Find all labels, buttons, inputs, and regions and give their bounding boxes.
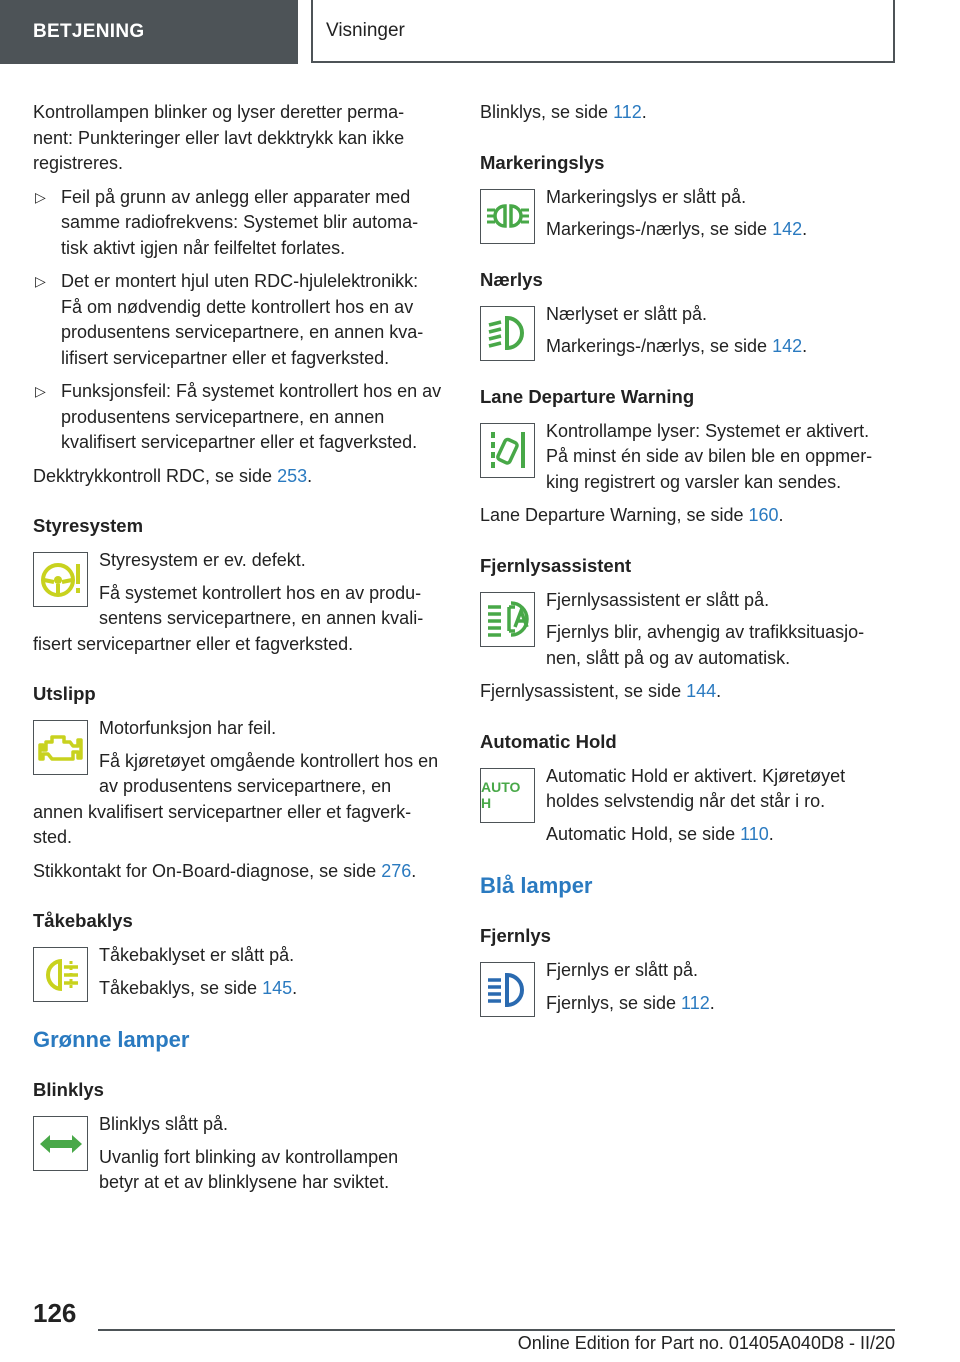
green-lamps-heading: Grønne lamper	[33, 1027, 190, 1052]
section-heading-parking: Markeringslys	[480, 151, 605, 173]
entry-highbeam: Fjernlys er slått på. Fjernlys, se side 112.	[480, 958, 895, 1016]
entry-steering: Styresystem er ev. defekt. Få systemet kontrollert hos en av produ-sentens servicepartnere, en annen kvali-fisert servicepartner eller et fagverksted.	[33, 550, 424, 654]
page-link[interactable]: 145	[262, 977, 293, 998]
triangle-bullet-icon: ▷	[35, 383, 46, 399]
parking-light-icon	[480, 189, 535, 244]
page-link[interactable]: 112	[681, 992, 710, 1013]
entry-parking: Markeringslys er slått på. Markerings-/nærlys, se side 142.	[480, 185, 895, 243]
engine-icon	[33, 720, 88, 775]
blue-lamps-heading: Blå lamper	[480, 873, 593, 898]
page-link[interactable]: 110	[740, 823, 769, 844]
page-link[interactable]: 276	[381, 860, 412, 881]
turn-reference: Blinklys, se side 112.	[480, 102, 647, 122]
high-beam-assistant-icon	[480, 592, 535, 647]
page-number: 126	[33, 1298, 77, 1328]
ldw-reference: Lane Departure Warning, se side 160.	[480, 505, 784, 525]
steering-warning-icon	[33, 552, 88, 607]
triangle-bullet-icon: ▷	[35, 273, 46, 289]
entry-ldw: Kontrollampe lyser: Systemet er aktivert. På minst én side av bilen ble en oppmer-king registrert og varsler kan sendes.	[480, 419, 895, 496]
section-heading-steering: Styresystem	[33, 515, 144, 536]
rdc-reference: Dekktrykkontroll RDC, se side 253.	[33, 465, 313, 486]
section-heading-fog: Tåkebaklys	[33, 910, 133, 931]
section-heading-emission: Utslipp	[33, 683, 96, 704]
turn-signal-icon	[33, 1116, 88, 1171]
page-link[interactable]: 144	[686, 681, 717, 701]
section-heading-ldw: Lane Departure Warning	[480, 385, 695, 407]
entry-turn: Blinklys slått på. Uvanlig fort blinking av kontrollampen betyr at et av blinklysene har sviktet.	[33, 1112, 443, 1196]
section-heading-highbeam: Fjernlys	[480, 925, 551, 946]
entry-autohold: AUTO H Automatic Hold er aktivert. Kjøretøyet holdes selvstendig når det står i ro. Automatic Hold, se side 110.	[481, 765, 846, 844]
section-heading-autohold: Automatic Hold	[480, 730, 617, 752]
bullet-item: ▷ Funksjonsfeil: Få systemet kontrollert hos en av produsentens servicepartnere, en annen kvalifisert servicepartner eller et fagverksted.	[35, 381, 442, 452]
right-column	[480, 100, 895, 1024]
section-heading-lowbeam: Nærlys	[480, 268, 543, 290]
left-column	[33, 100, 443, 1204]
intro-paragraph: Kontrollampen blinker og lyser deretter perma-nent: Punkteringer eller lavt dekktrykk kan ikke registreres.	[33, 102, 405, 173]
entry-lowbeam: Nærlyset er slått på. Markerings-/nærlys, se side 142.	[480, 302, 895, 360]
auto-hold-icon: AUTO H	[480, 768, 535, 823]
entry-fog: Tåkebaklyset er slått på. Tåkebaklys, se side 145.	[33, 943, 443, 1001]
chapter-label: BETJENING	[33, 21, 145, 42]
chapter-tab	[0, 0, 298, 64]
page-link[interactable]: 253	[277, 465, 308, 486]
hba-reference: Fjernlysassistent, se side 144.	[480, 681, 722, 701]
bullet-item: ▷ Feil på grunn av anlegg eller apparater med samme radiofrekvens: Systemet blir automa-tisk aktivt igjen når feilfeltet forlates.	[35, 186, 419, 258]
lane-departure-icon	[480, 423, 535, 478]
entry-emission: Motorfunksjon har feil. Få kjøretøyet omgående kontrollert hos en av produsentens servicepartnere, en annen kvalifisert servicepartner eller et fagverk-sted.	[33, 718, 439, 847]
section-tab	[311, 0, 895, 63]
page-link[interactable]: 160	[748, 505, 779, 525]
page-link[interactable]: 112	[613, 102, 642, 122]
high-beam-icon	[480, 962, 535, 1017]
page-link[interactable]: 142	[772, 219, 803, 239]
page-link[interactable]: 142	[772, 336, 803, 356]
section-label: Visninger	[326, 19, 405, 41]
triangle-bullet-icon: ▷	[35, 188, 46, 205]
footer-divider	[98, 1329, 895, 1331]
entry-hba: Fjernlysassistent er slått på. Fjernlys blir, avhengig av trafikksituasjo-nen, slått på og av automatisk.	[480, 588, 895, 672]
low-beam-icon	[480, 306, 535, 361]
bullet-item: ▷ Det er montert hjul uten RDC-hjulelektronikk: Få om nødvendig dette kontrollert hos en av produsentens servicepartnere, en annen kva-lifisert servicepartner eller et fagverksted.	[35, 271, 424, 368]
rear-fog-light-icon	[33, 947, 88, 1002]
section-heading-turn: Blinklys	[33, 1079, 104, 1100]
obd-reference: Stikkontakt for On-Board-diagnose, se side 276.	[33, 860, 417, 881]
edition-note: Online Edition for Part no. 01405A040D8 - II/20	[517, 1333, 895, 1353]
section-heading-hba: Fjernlysassistent	[480, 554, 632, 576]
